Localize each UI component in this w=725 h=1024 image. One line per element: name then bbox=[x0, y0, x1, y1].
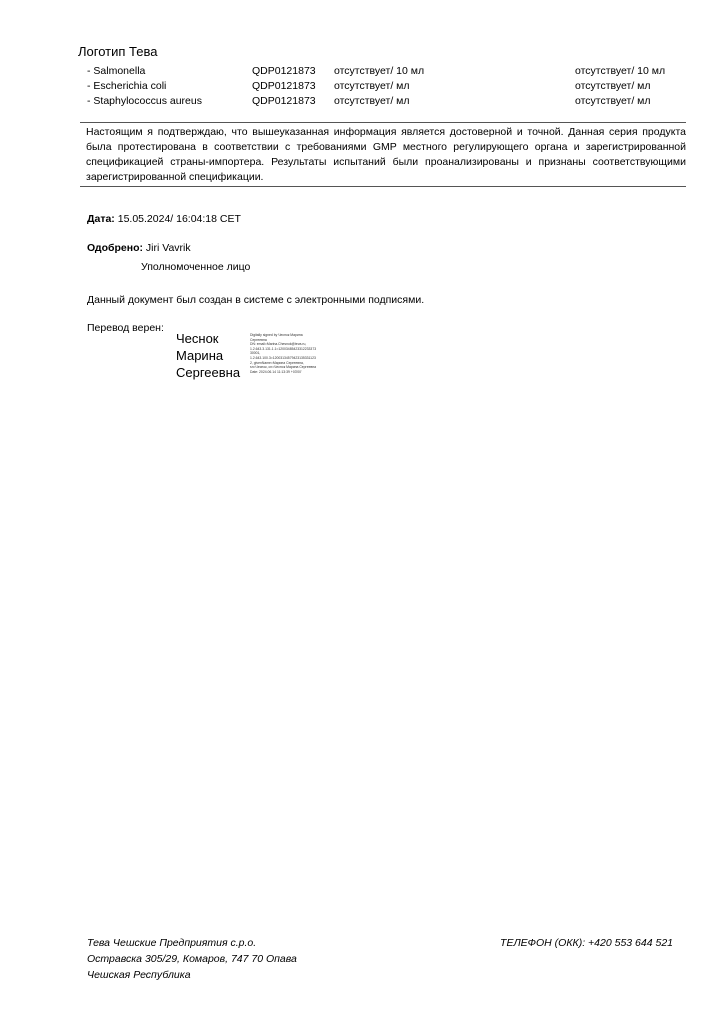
specification-value: отсутствует/ мл bbox=[334, 95, 410, 107]
approval-line bbox=[87, 242, 191, 254]
date-value: 15.05.2024/ 16:04:18 CET bbox=[114, 213, 241, 225]
signer-first-name: Марина bbox=[176, 348, 224, 363]
method-code: QDP0121873 bbox=[252, 95, 316, 107]
certification-statement: Настоящим я подтверждаю, что вышеуказанная информация является достоверной и точной. Данная серия продукта была протестирована в соответствии с требованиями GMP местного регулирующего органа и зарегистрированной спецификацией страны-импортера. Результаты испытаний были проанализированы и признаны соответствующими зарегистрированной спецификации. bbox=[80, 122, 686, 187]
company-street: Остравска 305/29, Комаров, 747 70 Опава bbox=[87, 953, 297, 965]
date-label: Дата: bbox=[87, 213, 115, 225]
footer-company-address bbox=[87, 935, 297, 983]
signature-detail-line: sn=Чеснок, cn=Чеснок Марина Сергеевна bbox=[250, 365, 317, 370]
result-value: отсутствует/ мл bbox=[575, 95, 651, 107]
method-code: QDP0121873 bbox=[252, 65, 316, 77]
signer-patronymic: Сергеевна bbox=[176, 365, 241, 380]
organism-name: - Salmonella bbox=[87, 65, 146, 77]
approver-name: Jiri Vavrik bbox=[142, 242, 191, 254]
result-value: отсутствует/ 10 мл bbox=[575, 65, 666, 77]
specification-value: отсутствует/ мл bbox=[334, 80, 410, 92]
footer-phone: ТЕЛЕФОН (ОКК): +420 553 644 521 bbox=[500, 937, 673, 949]
signature-detail-line: 1.2.643.100.3=12003134579423135331123 bbox=[250, 355, 316, 360]
result-value: отсутствует/ мл bbox=[575, 80, 651, 92]
signature-detail-line: 1.2.643.3.131.1.1=12003485423312233373 bbox=[250, 346, 317, 351]
signature-detail-line: 30001, bbox=[250, 351, 261, 356]
signature-detail-line: Date: 2024.06.14 11:13:39 +03'00' bbox=[250, 369, 302, 374]
signature-detail-line: Сергеевна bbox=[250, 337, 267, 342]
signer-surname: Чеснок bbox=[176, 331, 219, 346]
digital-signature-details bbox=[250, 333, 322, 374]
signature-detail-line: Digitally signed by Чеснок Марина bbox=[250, 333, 303, 337]
signature-detail-line: DN: email=Marina.Chesnok@teva.ru, bbox=[250, 342, 307, 347]
logo-text: Логотип Тева bbox=[78, 44, 158, 59]
signer-name-block bbox=[176, 330, 240, 381]
specification-value: отсутствует/ 10 мл bbox=[334, 65, 425, 77]
method-code: QDP0121873 bbox=[252, 80, 316, 92]
result-row bbox=[87, 80, 687, 95]
electronic-signature-note: Данный документ был создан в системе с электронными подписями. bbox=[87, 294, 425, 306]
result-row bbox=[87, 95, 687, 110]
translation-label: Перевод верен: bbox=[87, 322, 164, 334]
company-name: Тева Чешские Предприятия с.р.о. bbox=[87, 937, 257, 949]
approval-label: Одобрено: bbox=[87, 242, 143, 254]
signature-detail-line: 2, givenName=Марина Сергеевна, bbox=[250, 360, 304, 365]
date-line bbox=[87, 213, 241, 225]
test-results-list bbox=[87, 65, 687, 110]
result-row bbox=[87, 65, 687, 80]
organism-name: - Staphylococcus aureus bbox=[87, 95, 202, 107]
organism-name: - Escherichia coli bbox=[87, 80, 167, 92]
company-country: Чешская Республика bbox=[87, 969, 191, 981]
approver-role: Уполномоченное лицо bbox=[141, 261, 251, 273]
